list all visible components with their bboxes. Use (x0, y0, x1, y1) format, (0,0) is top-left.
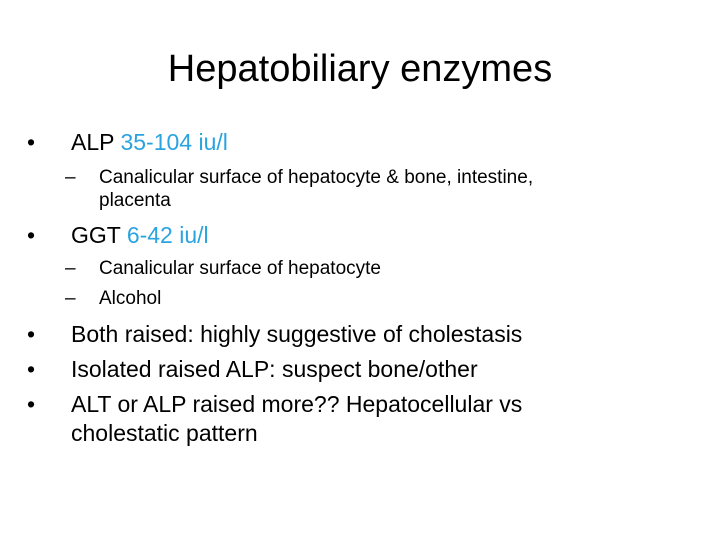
reference-range: 35-104 iu/l (120, 129, 228, 155)
bullet-alp (27, 128, 228, 157)
bullet-dot: • (27, 356, 36, 382)
bullet-label: ALP (71, 129, 115, 155)
bullet-dot: • (27, 222, 36, 248)
reference-range: 6-42 iu/l (126, 222, 209, 248)
bullet-alt-vs-alp (27, 390, 691, 448)
slide-title: Hepatobiliary enzymes (167, 48, 553, 90)
bullet-text: Both raised: highly suggestive of cholestasis (71, 321, 523, 347)
bullet-dot: • (27, 129, 36, 155)
bullet-ggt (27, 221, 209, 250)
bullet-text: Isolated raised ALP: suspect bone/other (71, 356, 478, 382)
sub-item-ggt-location (65, 257, 381, 280)
bullet-isolated-alp (27, 355, 478, 384)
sub-dash: – (65, 288, 76, 309)
sub-dash: – (65, 258, 76, 279)
sub-dash: – (65, 167, 76, 188)
bullet-text: ALT or ALP raised more?? Hepatocellular vs (71, 391, 523, 417)
sub-item-ggt-alcohol (65, 287, 162, 310)
sub-item-text-continued: placenta (99, 190, 171, 211)
sub-item-text: Canalicular surface of hepatocyte & bone, intestine, (99, 167, 534, 188)
sub-item-text: Canalicular surface of hepatocyte (99, 258, 381, 279)
bullet-label: GGT (71, 222, 121, 248)
bullet-dot: • (27, 391, 36, 417)
bullet-both-raised (27, 320, 523, 349)
bullet-text-continued: cholestatic pattern (71, 420, 258, 446)
sub-item-text: Alcohol (99, 288, 162, 309)
bullet-dot: • (27, 321, 36, 347)
sub-item-alp-location (65, 166, 699, 212)
